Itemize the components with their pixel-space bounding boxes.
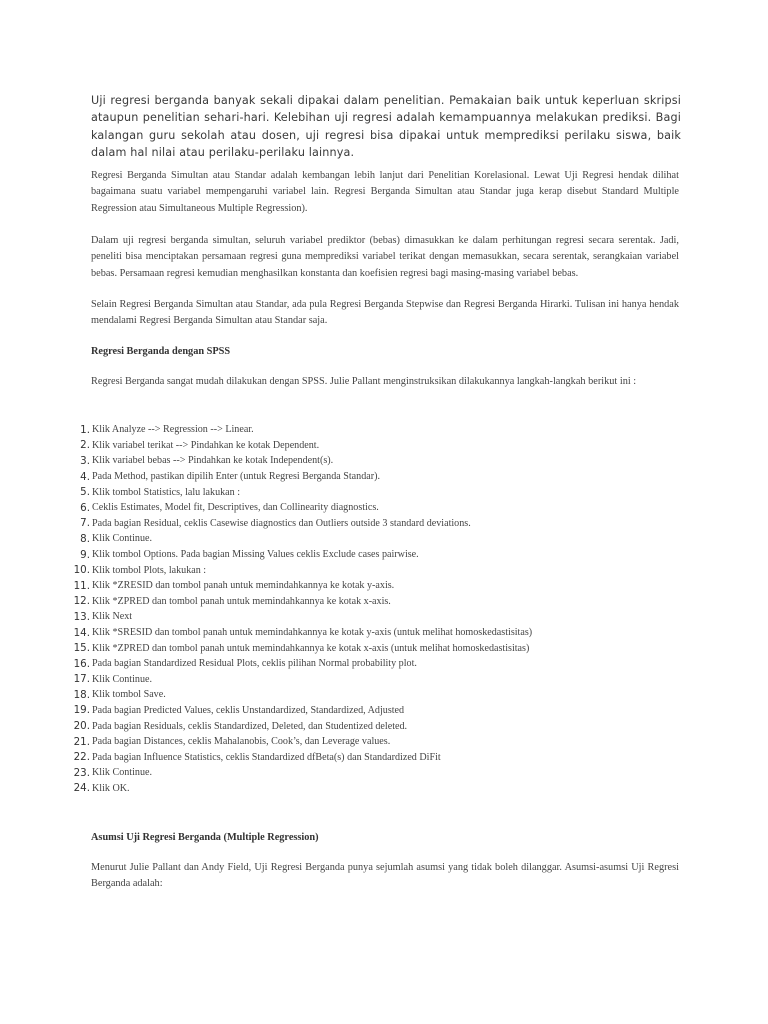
step-item [66,562,686,578]
step-number: 7. [80,517,90,530]
step-text: Klik tombol Save. [92,689,166,701]
paragraph-3: Selain Regresi Berganda Simultan atau Standar, ada pula Regresi Berganda Stepwise dan Regresi Berganda Hirarki. Tulisan ini hanya hendak mendalami Regresi Berganda Simultan atau Standar saja. [91,299,679,327]
step-number: 21. [73,735,90,748]
step-item [66,453,686,469]
step-number: 4. [80,470,90,483]
step-item [66,531,686,547]
step-text: Klik tombol Plots, lakukan : [92,564,207,576]
step-item [66,547,686,563]
step-number: 11. [73,579,90,592]
step-text: Pada bagian Influence Statistics, ceklis Standardized dfBeta(s) dan Standardized DiFit [92,751,441,763]
step-text: Klik *ZPRED dan tombol panah untuk memindahkannya ke kotak x-axis. [92,595,391,607]
step-number: 20. [73,720,90,733]
step-item [66,656,686,672]
step-item [66,469,686,485]
step-number: 16. [73,657,90,670]
paragraph-2: Dalam uji regresi berganda simultan, seluruh variabel prediktor (bebas) dimasukkan ke dalam perhitungan regresi secara serentak. Jadi, peneliti bisa menciptakan persamaan regresi guna memprediksi variabel terikat dengan memasukkan, secara serentak, serangkaian variabel bebas. Persamaan regresi kemudian menghasilkan konstanta dan koefisien regresi bagi masing-masing variabel bebas. [91,235,679,279]
step-item [66,578,686,594]
step-text: Pada bagian Predicted Values, ceklis Unstandardized, Standardized, Adjusted [92,704,405,716]
section-heading-asumsi: Asumsi Uji Regresi Berganda (Multiple Regression) [91,832,319,843]
section-heading-spss: Regresi Berganda dengan SPSS [91,346,231,357]
step-item [66,516,686,532]
step-number: 1. [80,423,90,436]
step-number: 5. [80,486,90,499]
step-text: Klik Continue. [92,533,153,545]
step-item [66,500,686,516]
step-text: Ceklis Estimates, Model fit, Descriptives, dan Collinearity diagnostics. [92,502,379,514]
step-number: 9. [80,548,90,561]
step-number: 2. [80,439,90,452]
step-item [66,438,686,454]
step-item [66,718,686,734]
step-number: 19. [73,704,90,717]
step-number: 3. [80,454,90,467]
paragraph-1: Regresi Berganda Simultan atau Standar adalah kembangan lebih lanjut dari Penelitian Korelasional. Lewat Uji Regresi hendak dilihat bagaimana suatu variabel mempengaruhi variabel lain. Regresi Berganda Simultan atau Standar juga kerap disebut Standard Multiple Regression atau Simultaneous Multiple Regression). [91,170,679,214]
step-item [66,765,686,781]
step-item [66,594,686,610]
step-number: 14. [73,626,90,639]
step-number: 22. [73,751,90,764]
step-text: Klik OK. [92,782,130,794]
step-item [66,422,686,438]
step-text: Klik Next [92,611,133,623]
step-number: 6. [80,501,90,514]
step-text: Klik variabel terikat --> Pindahkan ke kotak Dependent. [92,439,320,451]
steps-list [66,422,686,796]
step-item [66,687,686,703]
step-text: Pada Method, pastikan dipilih Enter (untuk Regresi Berganda Standar). [92,471,380,483]
step-text: Klik *ZPRED dan tombol panah untuk memindahkannya ke kotak x-axis (untuk melihat homoskedastisitas) [92,642,530,654]
step-item [66,625,686,641]
step-text: Pada bagian Residuals, ceklis Standardized, Deleted, dan Studentized deleted. [92,720,408,732]
step-item [66,703,686,719]
step-item [66,734,686,750]
step-text: Pada bagian Residual, ceklis Casewise diagnostics dan Outliers outside 3 standard deviations. [92,517,471,529]
intro-paragraph: Uji regresi berganda banyak sekali dipakai dalam penelitian. Pemakaian baik untuk keperluan skripsi ataupun penelitian sehari-hari. Kelebihan uji regresi adalah kemampuannya melakukan prediksi. Bagi kalangan guru sekolah atau dosen, uji regresi bisa dipakai untuk memprediksi perilaku siswa, baik dalam hal nilai atau perilaku-perilaku lainnya. [91,94,681,160]
step-number: 24. [73,782,90,795]
step-number: 17. [73,673,90,686]
step-item [66,609,686,625]
step-text: Klik *ZRESID dan tombol panah untuk memindahkannya ke kotak y-axis. [92,580,395,592]
step-text: Klik Analyze --> Regression --> Linear. [92,424,254,436]
step-number: 10. [73,564,90,577]
step-text: Klik Continue. [92,673,153,685]
step-text: Pada bagian Standardized Residual Plots, ceklis pilihan Normal probability plot. [92,658,417,670]
step-number: 18. [73,688,90,701]
section-intro-asumsi: Menurut Julie Pallant dan Andy Field, Uji Regresi Berganda punya sejumlah asumsi yang tidak boleh dilanggar. Asumsi-asumsi Uji Regresi Berganda adalah: [91,862,679,890]
step-item [66,484,686,500]
step-number: 23. [73,766,90,779]
step-number: 13. [73,610,90,623]
step-text: Pada bagian Distances, ceklis Mahalanobis, Cook’s, dan Leverage values. [92,736,391,748]
step-text: Klik tombol Options. Pada bagian Missing Values ceklis Exclude cases pairwise. [92,549,419,561]
step-text: Klik tombol Statistics, lalu lakukan : [92,486,241,498]
step-text: Klik variabel bebas --> Pindahkan ke kotak Independent(s). [92,455,334,467]
step-item [66,749,686,765]
step-number: 8. [80,532,90,545]
step-item [66,781,686,797]
section-intro-spss: Regresi Berganda sangat mudah dilakukan dengan SPSS. Julie Pallant menginstruksikan dilakukannya langkah-langkah berikut ini : [91,376,637,387]
step-text: Klik Continue. [92,767,153,779]
step-number: 15. [73,642,90,655]
step-number: 12. [73,595,90,608]
step-item [66,640,686,656]
step-item [66,672,686,688]
step-text: Klik *SRESID dan tombol panah untuk memindahkannya ke kotak y-axis (untuk melihat homoskedastisitas) [92,627,533,639]
